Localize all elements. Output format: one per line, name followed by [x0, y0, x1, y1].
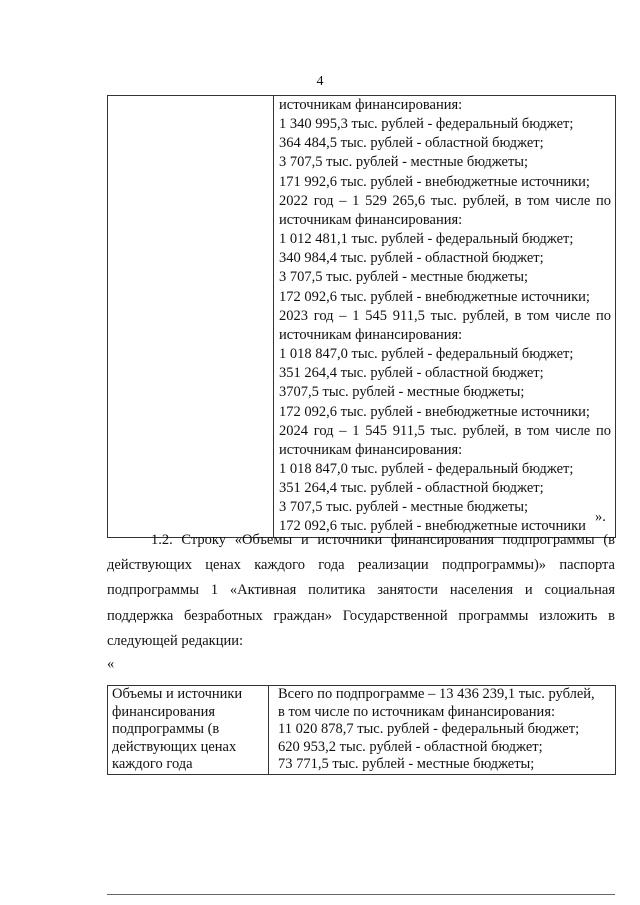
financing-line: 172 092,6 тыс. рублей - внебюджетные источники [279, 518, 586, 535]
financing-line: 1 012 481,1 тыс. рублей - федеральный бюджет; [279, 231, 574, 248]
financing-line: источникам финансирования: [279, 326, 463, 343]
closing-quote: ». [595, 509, 606, 525]
financing-line: 1 018 847,0 тыс. рублей - федеральный бюджет; [279, 460, 574, 477]
amendment-paragraph [107, 528, 615, 654]
financing-line: источникам финансирования: [279, 97, 463, 113]
paragraph-line: следующей редакции: [107, 632, 244, 649]
subprogram-financing-table [107, 685, 616, 775]
table-row [108, 96, 616, 538]
label-line: каждого года [112, 756, 193, 772]
paragraph-line: поддержка безработных граждан» Государственной программы изложить в [107, 607, 615, 624]
table-value-cell [269, 686, 616, 775]
financing-line: 73 771,5 тыс. рублей - местные бюджеты; [278, 756, 535, 772]
table-label-cell [108, 96, 274, 538]
financing-line: 1 340 995,3 тыс. рублей - федеральный бюджет; [279, 116, 574, 133]
financing-line: 172 092,6 тыс. рублей - внебюджетные источники; [279, 403, 590, 420]
paragraph-line: действующих ценах каждого года реализации подпрограммы)» паспорта [107, 557, 615, 574]
financing-line: 351 264,4 тыс. рублей - областной бюджет; [279, 365, 544, 382]
label-line: финансирования [112, 703, 216, 720]
page-number: 4 [316, 74, 324, 89]
opening-quote: « [107, 656, 115, 672]
financing-line: 172 092,6 тыс. рублей - внебюджетные источники; [279, 288, 590, 305]
table-row [108, 686, 616, 775]
financing-line: 620 953,2 тыс. рублей - областной бюджет; [278, 738, 543, 755]
financing-line: в том числе по источникам финансирования: [278, 703, 556, 720]
table-label-cell [108, 686, 269, 775]
financing-line: 3 707,5 тыс. рублей - местные бюджеты; [279, 154, 529, 171]
financing-year-line: 2022 год – 1 529 265,6 тыс. рублей, в том числе по [279, 192, 611, 209]
footer-rule [107, 894, 615, 895]
financing-line: 3 707,5 тыс. рублей - местные бюджеты; [279, 499, 529, 516]
financing-line: 1 018 847,0 тыс. рублей - федеральный бюджет; [279, 346, 574, 363]
table-value-cell [274, 96, 616, 538]
paragraph-line: 1.2. Строку «Объемы и источники финансирования подпрограммы (в [151, 532, 615, 548]
financing-line: Всего по подпрограмме – 13 436 239,1 тыс. рублей, [278, 686, 595, 702]
label-line: действующих ценах [112, 738, 237, 755]
label-line: подпрограммы (в [112, 721, 220, 737]
paragraph-line: подпрограммы 1 «Активная политика занятости населения и социальная [107, 582, 615, 599]
financing-line: 340 984,4 тыс. рублей - областной бюджет; [279, 250, 544, 267]
financing-line: 171 992,6 тыс. рублей - внебюджетные источники; [279, 173, 590, 190]
financing-line: источникам финансирования: [279, 211, 463, 228]
financing-line: 3 707,5 тыс. рублей - местные бюджеты; [279, 269, 529, 286]
financing-line: 3707,5 тыс. рублей - местные бюджеты; [279, 384, 525, 401]
financing-year-line: 2023 год – 1 545 911,5 тыс. рублей, в том числе по [279, 307, 611, 324]
financing-line: 351 264,4 тыс. рублей - областной бюджет; [279, 480, 544, 497]
financing-table-continued [107, 95, 616, 538]
financing-year-line: 2024 год – 1 545 911,5 тыс. рублей, в том числе по [279, 422, 611, 439]
financing-line: 364 484,5 тыс. рублей - областной бюджет; [279, 135, 544, 152]
financing-line: источникам финансирования: [279, 441, 463, 458]
financing-line: 11 020 878,7 тыс. рублей - федеральный бюджет; [278, 721, 580, 737]
label-line: Объемы и источники [112, 686, 243, 702]
